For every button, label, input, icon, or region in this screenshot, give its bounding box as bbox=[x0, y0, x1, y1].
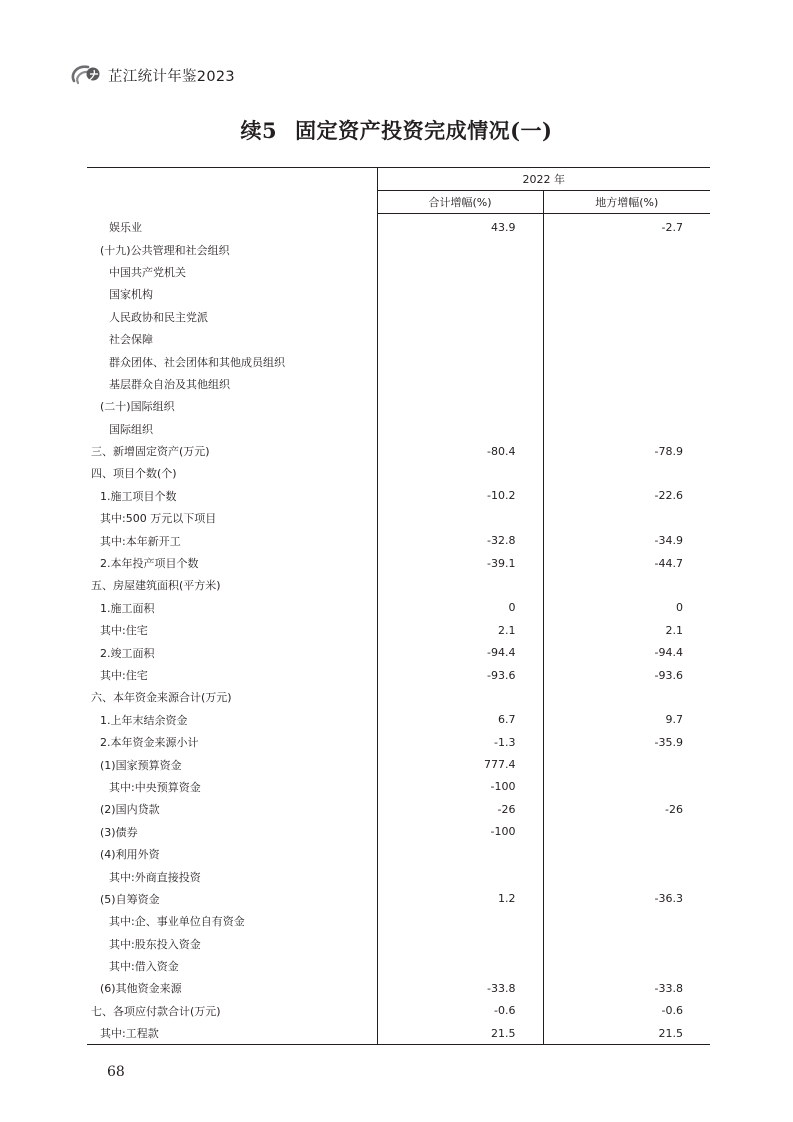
column-header-local: 地方增幅(%) bbox=[543, 191, 710, 214]
row-label: 1.施工项目个数 bbox=[100, 489, 177, 503]
cell-local-growth bbox=[543, 933, 710, 955]
page-title bbox=[0, 115, 793, 145]
table-row bbox=[87, 395, 710, 417]
row-label: 其中:中央预算资金 bbox=[109, 780, 201, 794]
row-label: 中国共产党机关 bbox=[109, 265, 186, 279]
cell-local-growth: 9.7 bbox=[543, 709, 710, 731]
row-label: 1.施工面积 bbox=[100, 601, 155, 615]
row-label: (4)利用外资 bbox=[100, 848, 160, 862]
cell-total-growth: 43.9 bbox=[377, 214, 543, 239]
row-label: 四、项目个数(个) bbox=[91, 467, 177, 481]
row-label: 其中:500 万元以下项目 bbox=[100, 512, 217, 526]
data-table-container bbox=[87, 167, 710, 1045]
cell-local-growth: -35.9 bbox=[543, 731, 710, 753]
table-row bbox=[87, 574, 710, 596]
cell-local-growth: -36.3 bbox=[543, 888, 710, 910]
row-label: 国家机构 bbox=[109, 288, 153, 302]
title-main: 固定资产投资完成情况(一) bbox=[295, 118, 553, 143]
page-header bbox=[66, 60, 235, 90]
table-row bbox=[87, 664, 710, 686]
table-row bbox=[87, 373, 710, 395]
row-label: (1)国家预算资金 bbox=[100, 758, 182, 772]
row-label: (二十)国际组织 bbox=[100, 400, 175, 414]
stub-header bbox=[87, 168, 377, 214]
row-label: 人民政协和民主党派 bbox=[109, 310, 208, 324]
table-row bbox=[87, 283, 710, 305]
cell-local-growth bbox=[543, 328, 710, 350]
row-label: 1.上年末结余资金 bbox=[100, 713, 188, 727]
cell-total-growth: -26 bbox=[377, 798, 543, 820]
table-row bbox=[87, 955, 710, 977]
table-row bbox=[87, 1000, 710, 1022]
table-body bbox=[87, 214, 710, 1045]
cell-local-growth bbox=[543, 507, 710, 529]
cell-local-growth bbox=[543, 753, 710, 775]
row-label: 2.本年资金来源小计 bbox=[100, 736, 199, 750]
row-label: 2.竣工面积 bbox=[100, 646, 155, 660]
column-header-total: 合计增幅(%) bbox=[377, 191, 543, 214]
cell-total-growth: 2.1 bbox=[377, 619, 543, 641]
cell-local-growth: -78.9 bbox=[543, 440, 710, 462]
cell-local-growth bbox=[543, 686, 710, 708]
cell-local-growth: 0 bbox=[543, 597, 710, 619]
cell-total-growth bbox=[377, 395, 543, 417]
table-row bbox=[87, 418, 710, 440]
cell-local-growth bbox=[543, 574, 710, 596]
table-row bbox=[87, 753, 710, 775]
cell-local-growth bbox=[543, 306, 710, 328]
cell-local-growth bbox=[543, 418, 710, 440]
table-row bbox=[87, 619, 710, 641]
table-row bbox=[87, 440, 710, 462]
cell-total-growth bbox=[377, 462, 543, 484]
table-row bbox=[87, 776, 710, 798]
row-label: 群众团体、社会团体和其他成员组织 bbox=[109, 355, 285, 369]
cell-local-growth bbox=[543, 373, 710, 395]
cell-local-growth bbox=[543, 395, 710, 417]
cell-total-growth bbox=[377, 328, 543, 350]
cell-total-growth bbox=[377, 865, 543, 887]
cell-local-growth: -2.7 bbox=[543, 214, 710, 239]
year-header: 2022 年 bbox=[377, 168, 710, 191]
row-label: (3)债券 bbox=[100, 825, 138, 839]
table-row bbox=[87, 328, 710, 350]
table-row bbox=[87, 821, 710, 843]
cell-total-growth bbox=[377, 373, 543, 395]
cell-total-growth: -0.6 bbox=[377, 1000, 543, 1022]
row-label: 其中:外商直接投资 bbox=[109, 870, 201, 884]
table-row bbox=[87, 977, 710, 999]
cell-total-growth: 0 bbox=[377, 597, 543, 619]
row-label: 其中:住宅 bbox=[100, 669, 148, 682]
row-label: 其中:企、事业单位自有资金 bbox=[109, 915, 245, 929]
cell-local-growth: 21.5 bbox=[543, 1022, 710, 1045]
row-label: (2)国内贷款 bbox=[100, 803, 160, 817]
cell-local-growth: -0.6 bbox=[543, 1000, 710, 1022]
cell-total-growth: 6.7 bbox=[377, 709, 543, 731]
table-row bbox=[87, 686, 710, 708]
table-row bbox=[87, 350, 710, 372]
cell-total-growth: -10.2 bbox=[377, 485, 543, 507]
row-label: 六、本年资金来源合计(万元) bbox=[91, 691, 232, 705]
cell-total-growth bbox=[377, 843, 543, 865]
cell-total-growth bbox=[377, 306, 543, 328]
cell-total-growth bbox=[377, 238, 543, 260]
cell-local-growth: -22.6 bbox=[543, 485, 710, 507]
row-label: 其中:股东投入资金 bbox=[109, 937, 201, 951]
cell-total-growth: -1.3 bbox=[377, 731, 543, 753]
row-label: 2.本年投产项目个数 bbox=[100, 557, 199, 571]
cell-total-growth: -100 bbox=[377, 821, 543, 843]
cell-total-growth bbox=[377, 686, 543, 708]
table-row bbox=[87, 507, 710, 529]
table-row bbox=[87, 843, 710, 865]
row-label: 七、各项应付款合计(万元) bbox=[91, 1004, 221, 1018]
table-row bbox=[87, 485, 710, 507]
row-label: 国际组织 bbox=[109, 422, 153, 436]
cell-local-growth bbox=[543, 462, 710, 484]
cell-total-growth bbox=[377, 955, 543, 977]
cell-local-growth: -33.8 bbox=[543, 977, 710, 999]
table-row bbox=[87, 933, 710, 955]
cell-total-growth bbox=[377, 418, 543, 440]
row-label: 基层群众自治及其他组织 bbox=[109, 377, 230, 391]
row-label: (5)自筹资金 bbox=[100, 892, 160, 906]
cell-total-growth bbox=[377, 507, 543, 529]
cell-local-growth: -44.7 bbox=[543, 552, 710, 574]
table-row bbox=[87, 306, 710, 328]
cell-total-growth: -93.6 bbox=[377, 664, 543, 686]
cell-total-growth: 1.2 bbox=[377, 888, 543, 910]
investment-table bbox=[87, 167, 710, 1045]
yearbook-title: 芷江统计年鉴2023 bbox=[108, 68, 235, 85]
table-row bbox=[87, 529, 710, 551]
row-label: 其中:借入资金 bbox=[109, 960, 179, 974]
cell-total-growth: 21.5 bbox=[377, 1022, 543, 1045]
cell-total-growth: -100 bbox=[377, 776, 543, 798]
table-row bbox=[87, 731, 710, 753]
table-row bbox=[87, 214, 710, 239]
row-label: 其中:住宅 bbox=[100, 624, 148, 638]
table-row bbox=[87, 888, 710, 910]
cell-total-growth bbox=[377, 910, 543, 932]
table-row bbox=[87, 865, 710, 887]
cell-local-growth bbox=[543, 350, 710, 372]
table-row bbox=[87, 709, 710, 731]
table-row bbox=[87, 798, 710, 820]
cell-local-growth: -34.9 bbox=[543, 529, 710, 551]
table-row bbox=[87, 1022, 710, 1045]
cell-total-growth bbox=[377, 283, 543, 305]
row-label: 其中:工程款 bbox=[87, 1022, 377, 1045]
cell-total-growth: 777.4 bbox=[377, 753, 543, 775]
row-label: 五、房屋建筑面积(平方米) bbox=[91, 579, 221, 593]
table-row bbox=[87, 261, 710, 283]
cell-total-growth: -94.4 bbox=[377, 641, 543, 663]
cell-total-growth: -80.4 bbox=[377, 440, 543, 462]
row-label: (6)其他资金来源 bbox=[100, 982, 182, 996]
table-row bbox=[87, 910, 710, 932]
cell-total-growth: -32.8 bbox=[377, 529, 543, 551]
cell-local-growth bbox=[543, 843, 710, 865]
yearbook-logo-icon bbox=[66, 61, 106, 89]
table-row bbox=[87, 597, 710, 619]
table-row bbox=[87, 462, 710, 484]
cell-local-growth: 2.1 bbox=[543, 619, 710, 641]
page-number: 68 bbox=[107, 1064, 125, 1080]
cell-local-growth bbox=[543, 955, 710, 977]
cell-local-growth bbox=[543, 821, 710, 843]
table-row bbox=[87, 641, 710, 663]
row-label: 三、新增固定资产(万元) bbox=[91, 445, 210, 459]
row-label: 社会保障 bbox=[109, 333, 153, 347]
cell-total-growth: -39.1 bbox=[377, 552, 543, 574]
table-row bbox=[87, 238, 710, 260]
cell-local-growth: -93.6 bbox=[543, 664, 710, 686]
title-prefix: 续5 bbox=[240, 118, 278, 143]
cell-local-growth bbox=[543, 283, 710, 305]
cell-local-growth: -26 bbox=[543, 798, 710, 820]
cell-total-growth bbox=[377, 933, 543, 955]
cell-total-growth bbox=[377, 350, 543, 372]
cell-total-growth: -33.8 bbox=[377, 977, 543, 999]
cell-total-growth bbox=[377, 574, 543, 596]
cell-total-growth bbox=[377, 261, 543, 283]
row-label: 其中:本年新开工 bbox=[100, 534, 181, 548]
cell-local-growth bbox=[543, 910, 710, 932]
row-label: 娱乐业 bbox=[109, 220, 142, 234]
cell-local-growth bbox=[543, 261, 710, 283]
cell-local-growth: -94.4 bbox=[543, 641, 710, 663]
cell-local-growth bbox=[543, 776, 710, 798]
table-row bbox=[87, 552, 710, 574]
row-label: (十九)公共管理和社会组织 bbox=[100, 243, 230, 257]
cell-local-growth bbox=[543, 865, 710, 887]
cell-local-growth bbox=[543, 238, 710, 260]
